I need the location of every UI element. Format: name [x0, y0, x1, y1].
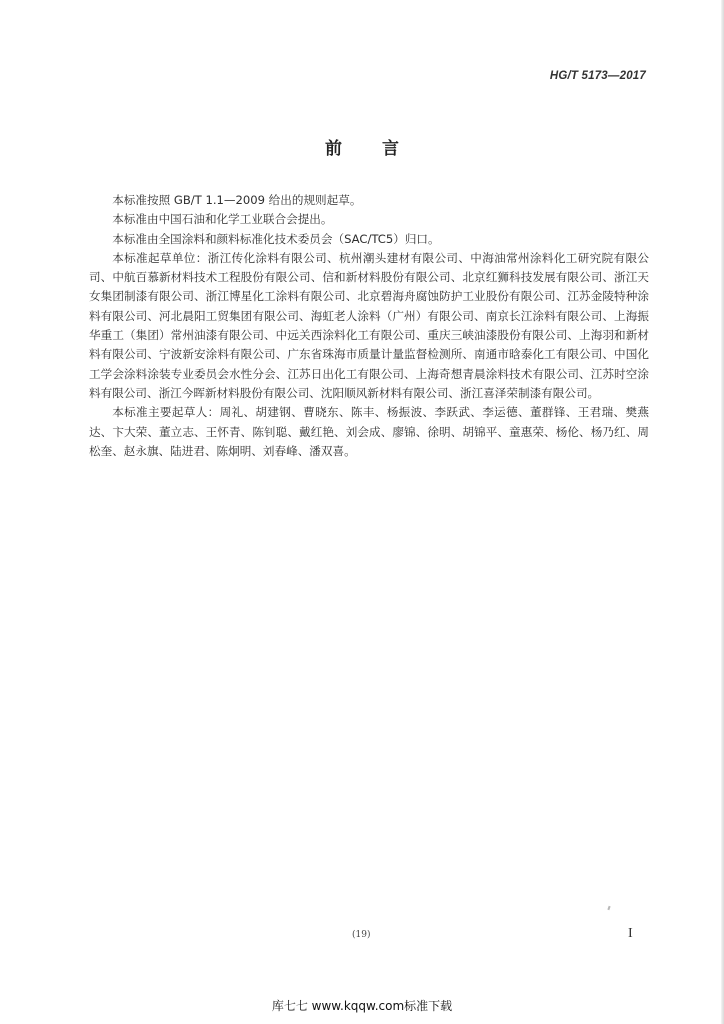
- foreword-body: [89, 191, 649, 461]
- page-number: I: [628, 926, 633, 941]
- scan-speck: [607, 906, 610, 910]
- paragraph-drafting-units: 本标准起草单位：浙江传化涂料有限公司、杭州潮头建材有限公司、中海油常州涂料化工研究院有限公司、中航百慕新材料技术工程股份有限公司、信和新材料股份有限公司、北京红狮科技发展有限公司、浙江天女集团制漆有限公司、浙江博星化工涂料有限公司、北京碧海舟腐蚀防护工业股份有限公司、江苏金陵特种涂料有限公司、河北晨阳工贸集团有限公司、海虹老人涂料（广州）有限公司、南京长江涂料有限公司、上海振华重工（集团）常州油漆有限公司、中远关西涂料化工有限公司、重庆三峡油漆股份有限公司、上海羽和新材料有限公司、宁波新安涂料有限公司、广东省珠海市质量计量监督检测所、南通市晗泰化工有限公司、中国化工学会涂料涂装专业委员会水性分会、江苏日出化工有限公司、上海奇想青晨涂料技术有限公司、江苏时空涂料有限公司、浙江今晖新材料股份有限公司、沈阳顺风新材料有限公司、浙江喜泽荣制漆有限公司。: [89, 250, 649, 400]
- page-title: 前言: [325, 139, 439, 159]
- standard-number: HG/T 5173—2017: [549, 70, 646, 82]
- paragraph-drafters: 本标准主要起草人：周礼、胡建钢、曹晓东、陈丰、杨振波、李跃武、李运德、董群锋、王君瑞、樊燕达、卞大荣、董立志、王怀青、陈钊聪、戴红艳、刘会成、廖锦、徐明、胡锦平、童惠荣、杨伦、杨乃红、周松奎、赵永旗、陆进君、陈炯明、刘春峰、潘双喜。: [89, 405, 649, 458]
- download-watermark[interactable]: 库七七 www.kqqw.com标准下载: [271, 999, 453, 1013]
- paragraph-drafting-rules: 本标准按照 GB/T 1.1—2009 给出的规则起草。: [112, 193, 362, 207]
- page-code: (19): [352, 930, 371, 940]
- paragraph-proposer: 本标准由中国石油和化学工业联合会提出。: [112, 212, 333, 227]
- paragraph-committee: 本标准由全国涂料和颜料标准化技术委员会（SAC/TC5）归口。: [112, 231, 440, 246]
